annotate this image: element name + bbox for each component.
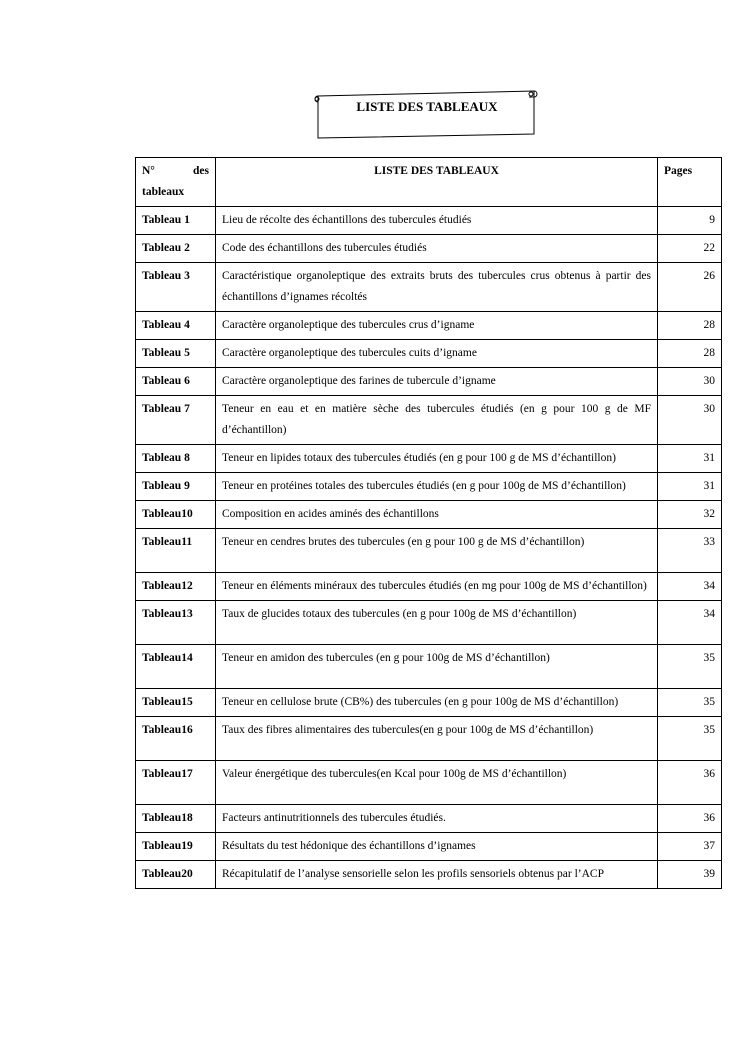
- table-description-cell: Caractère organoleptique des farines de tubercule d’igname: [216, 368, 658, 396]
- table-page-cell: 36: [658, 805, 722, 833]
- table-row: [136, 207, 722, 235]
- table-row: [136, 601, 722, 645]
- table-row: [136, 689, 722, 717]
- table-number-cell: Tableau 4: [136, 312, 216, 340]
- table-number-cell: Tableau17: [136, 761, 216, 805]
- table-description-cell: Teneur en cellulose brute (CB%) des tubercules (en g pour 100g de MS d’échantillon): [216, 689, 658, 717]
- table-page-cell: 37: [658, 833, 722, 861]
- table-page-cell: 22: [658, 235, 722, 263]
- table-number-cell: Tableau 9: [136, 473, 216, 501]
- table-page-cell: 33: [658, 529, 722, 573]
- header-number-line2: tableaux: [142, 186, 185, 198]
- table-number-cell: Tableau18: [136, 805, 216, 833]
- table-description-cell: Résultats du test hédonique des échantillons d’ignames: [216, 833, 658, 861]
- title-banner: [312, 88, 538, 140]
- table-page-cell: 36: [658, 761, 722, 805]
- table-number-cell: Tableau 5: [136, 340, 216, 368]
- table-number-cell: Tableau 6: [136, 368, 216, 396]
- header-number-line1: N° des: [142, 165, 209, 177]
- table-number-cell: Tableau14: [136, 645, 216, 689]
- table-row: [136, 263, 722, 312]
- table-row: [136, 645, 722, 689]
- table-row: [136, 235, 722, 263]
- table-number-cell: Tableau 3: [136, 263, 216, 312]
- table-row: [136, 761, 722, 805]
- table-row: [136, 529, 722, 573]
- table-number-cell: Tableau13: [136, 601, 216, 645]
- table-number-cell: Tableau 8: [136, 445, 216, 473]
- table-description-cell: Taux des fibres alimentaires des tubercules(en g pour 100g de MS d’échantillon): [216, 717, 658, 761]
- table-page-cell: 35: [658, 645, 722, 689]
- table-description-cell: Teneur en amidon des tubercules (en g pour 100g de MS d’échantillon): [216, 645, 658, 689]
- table-description-cell: Caractère organoleptique des tubercules crus d’igname: [216, 312, 658, 340]
- table-page-cell: 35: [658, 717, 722, 761]
- table-row: [136, 573, 722, 601]
- table-description-cell: Composition en acides aminés des échantillons: [216, 501, 658, 529]
- header-list-title: LISTE DES TABLEAUX: [216, 158, 658, 207]
- table-description-cell: Teneur en lipides totaux des tubercules étudiés (en g pour 100 g de MS d’échantillon): [216, 445, 658, 473]
- page-title: LISTE DES TABLEAUX: [356, 99, 498, 114]
- table-description-cell: Récapitulatif de l’analyse sensorielle selon les profils sensoriels obtenus par l’ACP: [216, 861, 658, 889]
- table-row: [136, 861, 722, 889]
- table-page-cell: 28: [658, 312, 722, 340]
- table-page-cell: 30: [658, 396, 722, 445]
- table-body: [136, 207, 722, 889]
- table-page-cell: 9: [658, 207, 722, 235]
- table-number-cell: Tableau 2: [136, 235, 216, 263]
- table-number-cell: Tableau20: [136, 861, 216, 889]
- table-number-cell: Tableau15: [136, 689, 216, 717]
- table-page-cell: 31: [658, 473, 722, 501]
- table-description-cell: Teneur en cendres brutes des tubercules (en g pour 100 g de MS d’échantillon): [216, 529, 658, 573]
- table-description-cell: Caractère organoleptique des tubercules cuits d’igname: [216, 340, 658, 368]
- table-description-cell: Taux de glucides totaux des tubercules (en g pour 100g de MS d’échantillon): [216, 601, 658, 645]
- header-table-number: [136, 158, 216, 207]
- table-header-row: [136, 158, 722, 207]
- table-page-cell: 30: [658, 368, 722, 396]
- table-row: [136, 340, 722, 368]
- table-description-cell: Teneur en éléments minéraux des tubercules étudiés (en mg pour 100g de MS d’échantillon): [216, 573, 658, 601]
- table-description-cell: Valeur énergétique des tubercules(en Kcal pour 100g de MS d’échantillon): [216, 761, 658, 805]
- header-pages: Pages: [658, 158, 722, 207]
- table-page-cell: 34: [658, 573, 722, 601]
- table-description-cell: Caractéristique organoleptique des extraits bruts des tubercules crus obtenus à partir des échantillons d’ignames récoltés: [216, 263, 658, 312]
- table-row: [136, 396, 722, 445]
- table-page-cell: 35: [658, 689, 722, 717]
- table-row: [136, 501, 722, 529]
- table-row: [136, 368, 722, 396]
- list-of-tables: [135, 157, 722, 889]
- table-number-cell: Tableau 7: [136, 396, 216, 445]
- table-page-cell: 34: [658, 601, 722, 645]
- table-row: [136, 717, 722, 761]
- table-number-cell: Tableau12: [136, 573, 216, 601]
- table-number-cell: Tableau11: [136, 529, 216, 573]
- table-number-cell: Tableau 1: [136, 207, 216, 235]
- table-page-cell: 26: [658, 263, 722, 312]
- table-row: [136, 833, 722, 861]
- table-description-cell: Teneur en protéines totales des tubercules étudiés (en g pour 100g de MS d’échantillon): [216, 473, 658, 501]
- table-number-cell: Tableau10: [136, 501, 216, 529]
- table-number-cell: Tableau19: [136, 833, 216, 861]
- table-description-cell: Code des échantillons des tubercules étudiés: [216, 235, 658, 263]
- table-row: [136, 312, 722, 340]
- table-page-cell: 31: [658, 445, 722, 473]
- table-description-cell: Teneur en eau et en matière sèche des tubercules étudiés (en g pour 100 g de MF d’échantillon): [216, 396, 658, 445]
- table-number-cell: Tableau16: [136, 717, 216, 761]
- table-row: [136, 445, 722, 473]
- table-row: [136, 473, 722, 501]
- table-description-cell: Facteurs antinutritionnels des tubercules étudiés.: [216, 805, 658, 833]
- table-row: [136, 805, 722, 833]
- table-page-cell: 28: [658, 340, 722, 368]
- table-page-cell: 32: [658, 501, 722, 529]
- table-page-cell: 39: [658, 861, 722, 889]
- table-description-cell: Lieu de récolte des échantillons des tubercules étudiés: [216, 207, 658, 235]
